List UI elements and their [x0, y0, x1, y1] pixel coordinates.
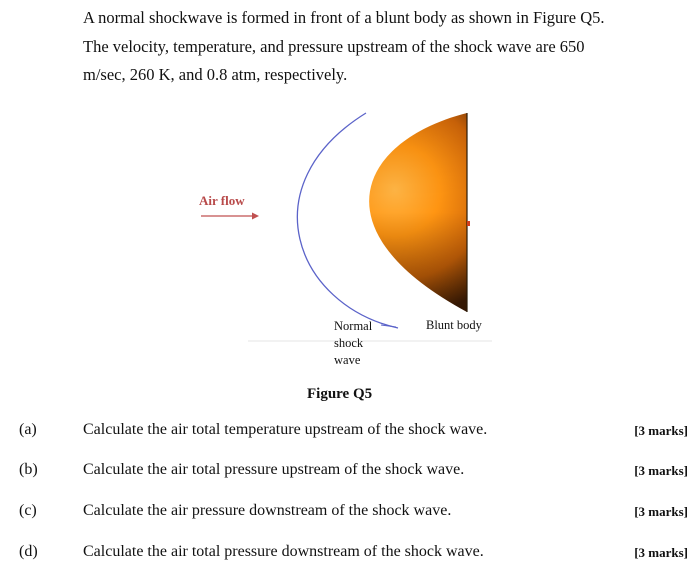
shock-label-line: Normal	[334, 319, 373, 333]
question-number: (b)	[19, 461, 38, 478]
question-number: (c)	[19, 502, 37, 519]
question-number: (a)	[19, 421, 37, 438]
question-marks: [3 marks]	[634, 504, 688, 519]
question-marks: [3 marks]	[634, 463, 688, 478]
question-d	[0, 543, 700, 565]
normal-shock-wave-label	[334, 318, 394, 369]
question-marks: [3 marks]	[634, 545, 688, 560]
body-tick-mark	[467, 221, 470, 226]
blunt-body-label: Blunt body	[426, 318, 482, 332]
air-flow-arrow-head	[252, 213, 259, 220]
figure-caption: Figure Q5	[307, 386, 373, 402]
question-text: Calculate the air total pressure upstream of the shock wave.	[83, 461, 465, 478]
question-text: Calculate the air pressure downstream of the shock wave.	[83, 502, 452, 519]
air-flow-label: Air flow	[199, 193, 245, 208]
question-b	[0, 461, 700, 483]
problem-statement: A normal shockwave is formed in front of a blunt body as shown in Figure Q5. The velocity, temperature, and pressure upstream of the shock wave are 650 m/sec, 260 K, and 0.8 atm, respectively.	[83, 8, 605, 84]
question-c	[0, 502, 700, 524]
question-marks: [3 marks]	[634, 423, 688, 438]
question-a	[0, 421, 700, 443]
shock-label-line: wave	[334, 353, 361, 367]
question-text: Calculate the air total temperature upstream of the shock wave.	[83, 421, 488, 438]
shock-label-line: shock	[334, 336, 364, 350]
blunt-body-shading	[369, 113, 467, 312]
question-text: Calculate the air total pressure downstream of the shock wave.	[83, 543, 484, 560]
question-number: (d)	[19, 543, 38, 560]
